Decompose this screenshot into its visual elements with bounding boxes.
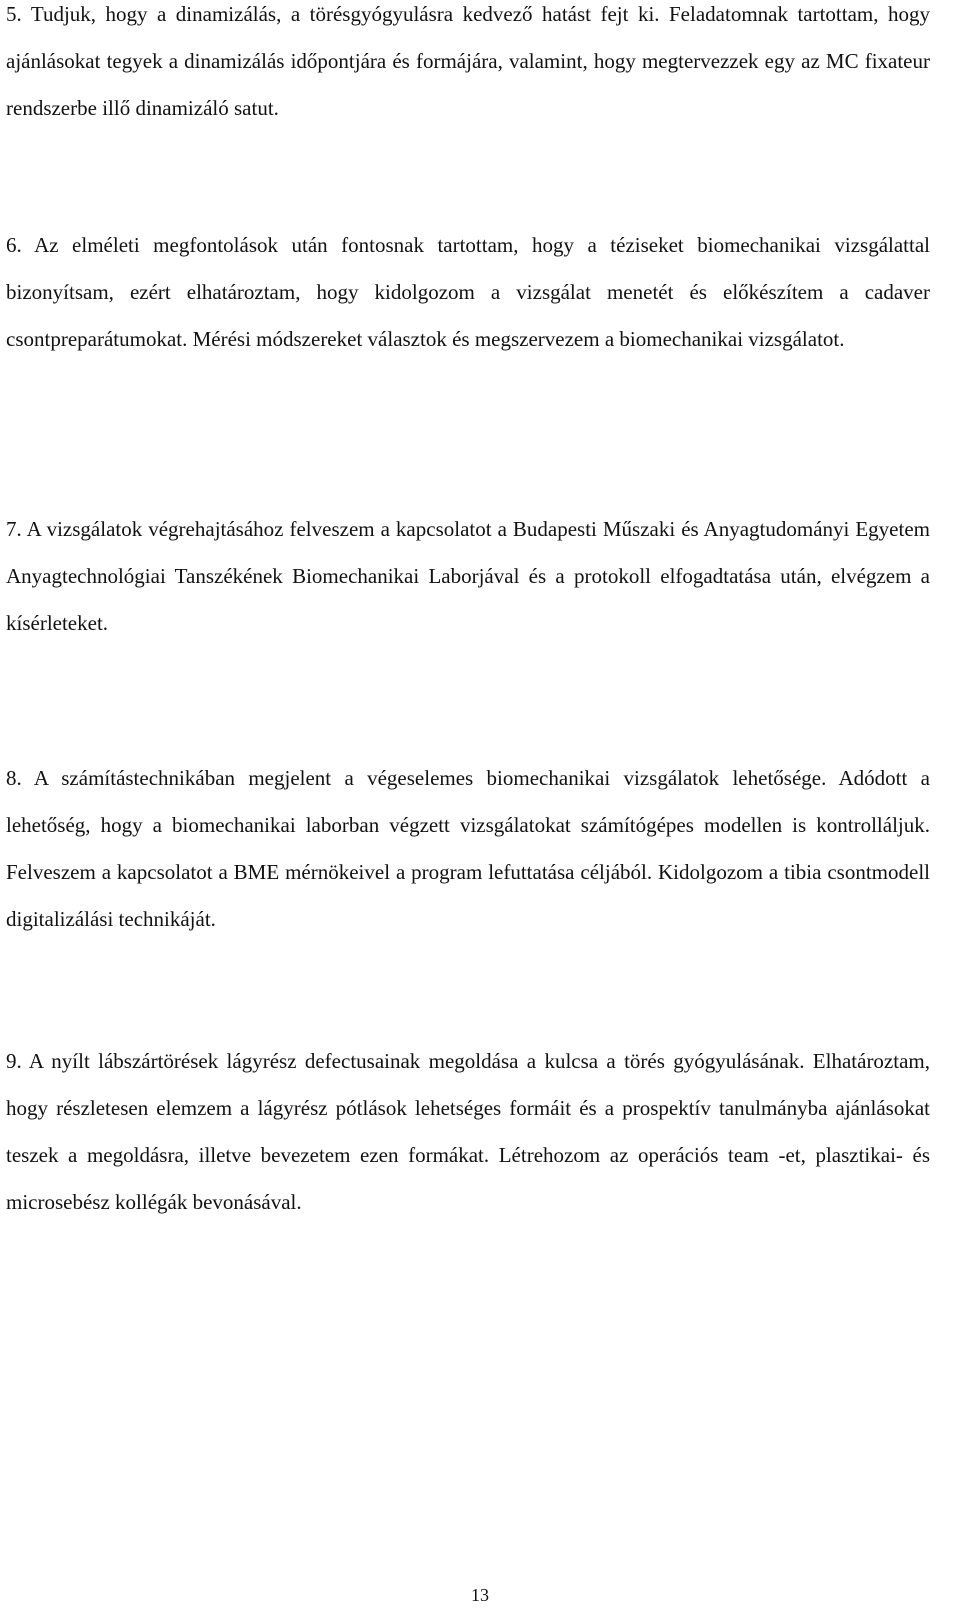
paragraph-5: 5. Tudjuk, hogy a dinamizálás, a törésgyógyulásra kedvező hatást fejt ki. Feladatomnak tartottam, hogy ajánlásokat tegyek a dinamizálás időpontjára és formájára, valamint, hogy megtervezzek egy az MC fixateur rendszerbe illő dinamizáló satut.: [6, 2, 930, 120]
paragraph-6: 6. Az elméleti megfontolások után fontosnak tartottam, hogy a téziseket biomechanikai vizsgálattal bizonyítsam, ezért elhatároztam, hogy kidolgozom a vizsgálat menetét és előkészítem a cadaver csontpreparátumokat. Mérési módszereket választok és megszervezem a biomechanikai vizsgálatot.: [6, 233, 930, 351]
page-number: 13: [471, 1585, 489, 1605]
paragraph-8: 8. A számítástechnikában megjelent a végeselemes biomechanikai vizsgálatok lehetősége. Adódott a lehetőség, hogy a biomechanikai laborban végzett vizsgálatokat számítógépes modellen is kontrolláljuk. Felveszem a kapcsolatot a BME mérnökeivel a program lefuttatása céljából. Kidolgozom a tibia csontmodell digitalizálási technikáját.: [6, 766, 930, 931]
paragraph-9: 9. A nyílt lábszártörések lágyrész defectusainak megoldása a kulcsa a törés gyógyulásának. Elhatároztam, hogy részletesen elemzem a lágyrész pótlások lehetséges formáit és a prospektív tanulmányba ajánlásokat teszek a megoldásra, illetve bevezetem ezen formákat. Létrehozom az operációs team -et, plasztikai- és microsebész kollégák bevonásával.: [6, 1049, 930, 1214]
paragraph-7: 7. A vizsgálatok végrehajtásához felveszem a kapcsolatot a Budapesti Műszaki és Anyagtudományi Egyetem Anyagtechnológiai Tanszékének Biomechanikai Laborjával és a protokoll elfogadtatása után, elvégzem a kísérleteket.: [6, 517, 930, 635]
